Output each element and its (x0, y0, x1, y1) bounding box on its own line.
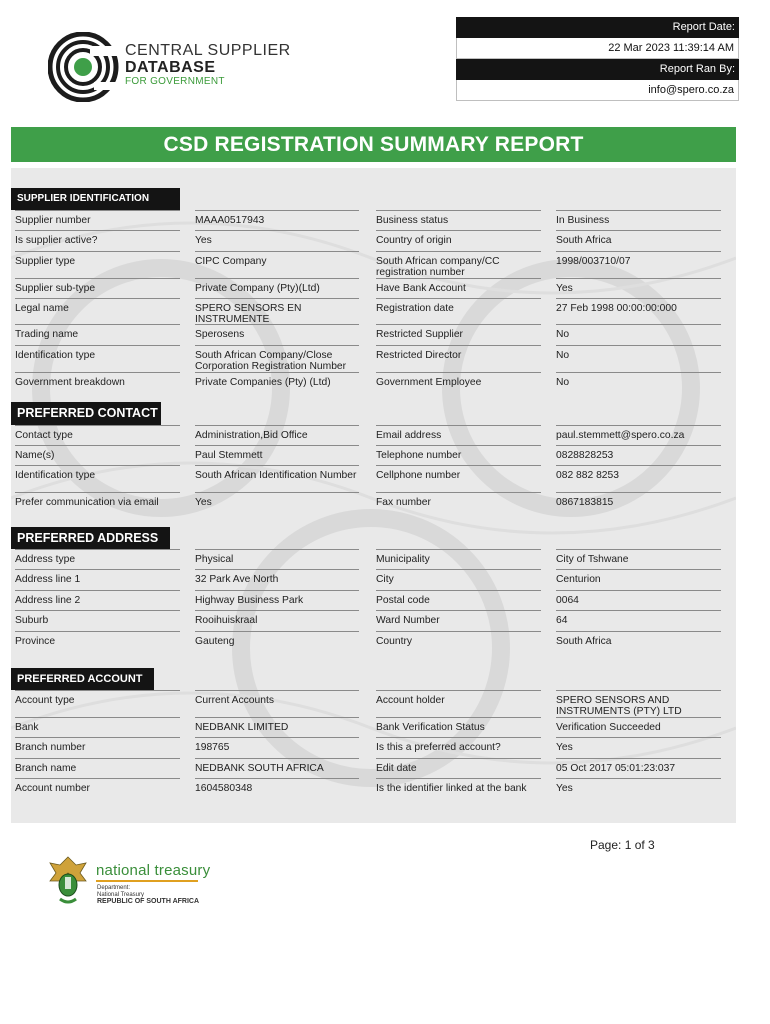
field-value: Centurion (556, 569, 721, 590)
field-label: Branch name (15, 758, 180, 778)
field-label: Identification type (15, 465, 180, 492)
field-value: City of Tshwane (556, 549, 721, 569)
field-value: Sperosens (195, 324, 359, 345)
footer-line-1: Department: (97, 885, 131, 891)
field-label: City (376, 569, 541, 590)
field-value: In Business (556, 210, 721, 230)
field-label: Country of origin (376, 230, 541, 251)
table-row (11, 758, 736, 778)
report-date-value: 22 Mar 2023 11:39:14 AM (456, 38, 739, 59)
field-label: Supplier number (15, 210, 180, 230)
field-label: Country (376, 631, 541, 651)
field-value: MAAA0517943 (195, 210, 359, 230)
field-label: Email address (376, 425, 541, 445)
field-value: Highway Business Park (195, 590, 359, 610)
field-value: Yes (556, 278, 721, 298)
rows-container (11, 425, 736, 512)
field-label: Account number (15, 778, 180, 798)
field-value: South African Company/Close Corporation Registration Number (195, 345, 359, 372)
table-row (11, 230, 736, 251)
field-label: Bank Verification Status (376, 717, 541, 737)
field-label: Postal code (376, 590, 541, 610)
field-value: 0828828253 (556, 445, 721, 465)
brand-underline (96, 880, 198, 882)
table-row (11, 345, 736, 372)
section-supplier-identification (11, 188, 736, 393)
field-label: Is the identifier linked at the bank (376, 778, 541, 798)
field-label: Name(s) (15, 445, 180, 465)
field-label: Have Bank Account (376, 278, 541, 298)
field-value: Yes (556, 778, 721, 798)
field-value: 1604580348 (195, 778, 359, 798)
table-row (11, 590, 736, 610)
field-label: Is supplier active? (15, 230, 180, 251)
table-row (11, 610, 736, 631)
table-row (11, 465, 736, 492)
field-value: 32 Park Ave North (195, 569, 359, 590)
field-value: South Africa (556, 631, 721, 651)
section-preferred-address (11, 527, 736, 651)
field-value: 0867183815 (556, 492, 721, 512)
field-value: NEDBANK LIMITED (195, 717, 359, 737)
table-row (11, 425, 736, 445)
report-ran-by-label: Report Ran By: (456, 59, 739, 80)
rows-container (11, 210, 736, 393)
table-row (11, 631, 736, 651)
field-label: Government breakdown (15, 372, 180, 393)
field-value: Private Companies (Pty) (Ltd) (195, 372, 359, 393)
logo-line-1: CENTRAL SUPPLIER (125, 42, 291, 59)
field-value: Yes (195, 492, 359, 512)
table-row (11, 251, 736, 278)
table-row (11, 372, 736, 393)
table-row (11, 737, 736, 758)
section-title: SUPPLIER IDENTIFICATION (11, 188, 180, 210)
field-value: Rooihuiskraal (195, 610, 359, 631)
field-value: 082 882 8253 (556, 465, 721, 492)
table-row (11, 445, 736, 465)
field-label: Address type (15, 549, 180, 569)
field-label: Bank (15, 717, 180, 737)
section-preferred-contact (11, 402, 736, 512)
field-value: paul.stemmett@spero.co.za (556, 425, 721, 445)
field-label: South African company/CC registration number (376, 251, 541, 278)
report-body (11, 168, 736, 823)
table-row (11, 778, 736, 798)
field-value: Current Accounts (195, 690, 359, 717)
field-label: Telephone number (376, 445, 541, 465)
section-title: PREFERRED CONTACT (11, 402, 161, 425)
field-value: 1998/003710/07 (556, 251, 721, 278)
field-label: Province (15, 631, 180, 651)
table-row (11, 492, 736, 512)
field-label: Ward Number (376, 610, 541, 631)
table-row (11, 549, 736, 569)
field-value: 27 Feb 1998 00:00:00:000 (556, 298, 721, 324)
field-value: Administration,Bid Office (195, 425, 359, 445)
field-value: NEDBANK SOUTH AFRICA (195, 758, 359, 778)
table-row (11, 569, 736, 590)
field-value: 05 Oct 2017 05:01:23:037 (556, 758, 721, 778)
logo-line-2: DATABASE (125, 59, 216, 76)
field-label: Supplier type (15, 251, 180, 278)
footer-line-2: National Treasury (97, 892, 145, 898)
coat-of-arms-icon (46, 855, 90, 907)
field-value: Gauteng (195, 631, 359, 651)
report-ran-by-value: info@spero.co.za (456, 80, 739, 101)
field-value: 64 (556, 610, 721, 631)
field-label: Legal name (15, 298, 180, 324)
field-label: Supplier sub-type (15, 278, 180, 298)
report-meta (456, 17, 739, 101)
field-label: Is this a preferred account? (376, 737, 541, 758)
field-value: Physical (195, 549, 359, 569)
field-label: Edit date (376, 758, 541, 778)
field-label: Business status (376, 210, 541, 230)
field-value: SPERO SENSORS AND INSTRUMENTS (PTY) LTD (556, 690, 721, 717)
page-number: Page: 1 of 3 (590, 838, 655, 852)
field-value: Private Company (Pty)(Ltd) (195, 278, 359, 298)
field-value: 198765 (195, 737, 359, 758)
field-value: CIPC Company (195, 251, 359, 278)
field-value: Paul Stemmett (195, 445, 359, 465)
field-value: SPERO SENSORS EN INSTRUMENTE (195, 298, 359, 324)
field-label: Address line 1 (15, 569, 180, 590)
field-label: Municipality (376, 549, 541, 569)
report-title: CSD REGISTRATION SUMMARY REPORT (11, 127, 736, 162)
rows-container (11, 690, 736, 798)
field-label: Contact type (15, 425, 180, 445)
field-label: Identification type (15, 345, 180, 372)
field-value: No (556, 324, 721, 345)
section-preferred-account (11, 668, 736, 798)
field-value: Yes (195, 230, 359, 251)
field-value: Yes (556, 737, 721, 758)
csd-logo-icon (48, 32, 120, 102)
footer-line-3: REPUBLIC OF SOUTH AFRICA (97, 898, 200, 905)
csd-logo-text (125, 42, 291, 88)
table-row (11, 324, 736, 345)
logo-line-3: FOR GOVERNMENT (125, 76, 225, 87)
rows-container (11, 549, 736, 651)
table-row (11, 690, 736, 717)
field-label: Address line 2 (15, 590, 180, 610)
field-value: Verification Succeeded (556, 717, 721, 737)
field-value: 0064 (556, 590, 721, 610)
field-label: Registration date (376, 298, 541, 324)
field-value: No (556, 345, 721, 372)
field-value: South African Identification Number (195, 465, 359, 492)
field-label: Cellphone number (376, 465, 541, 492)
field-value: South Africa (556, 230, 721, 251)
table-row (11, 210, 736, 230)
national-treasury-brand: national treasury (96, 862, 211, 879)
field-label: Account type (15, 690, 180, 717)
table-row (11, 278, 736, 298)
field-value: No (556, 372, 721, 393)
section-title: PREFERRED ACCOUNT (11, 668, 154, 690)
section-title: PREFERRED ADDRESS (11, 527, 170, 549)
field-label: Trading name (15, 324, 180, 345)
table-row (11, 298, 736, 324)
report-date-label: Report Date: (456, 17, 739, 38)
field-label: Branch number (15, 737, 180, 758)
field-label: Prefer communication via email (15, 492, 180, 512)
field-label: Government Employee (376, 372, 541, 393)
field-label: Suburb (15, 610, 180, 631)
field-label: Account holder (376, 690, 541, 717)
field-label: Restricted Supplier (376, 324, 541, 345)
table-row (11, 717, 736, 737)
field-label: Restricted Director (376, 345, 541, 372)
field-label: Fax number (376, 492, 541, 512)
